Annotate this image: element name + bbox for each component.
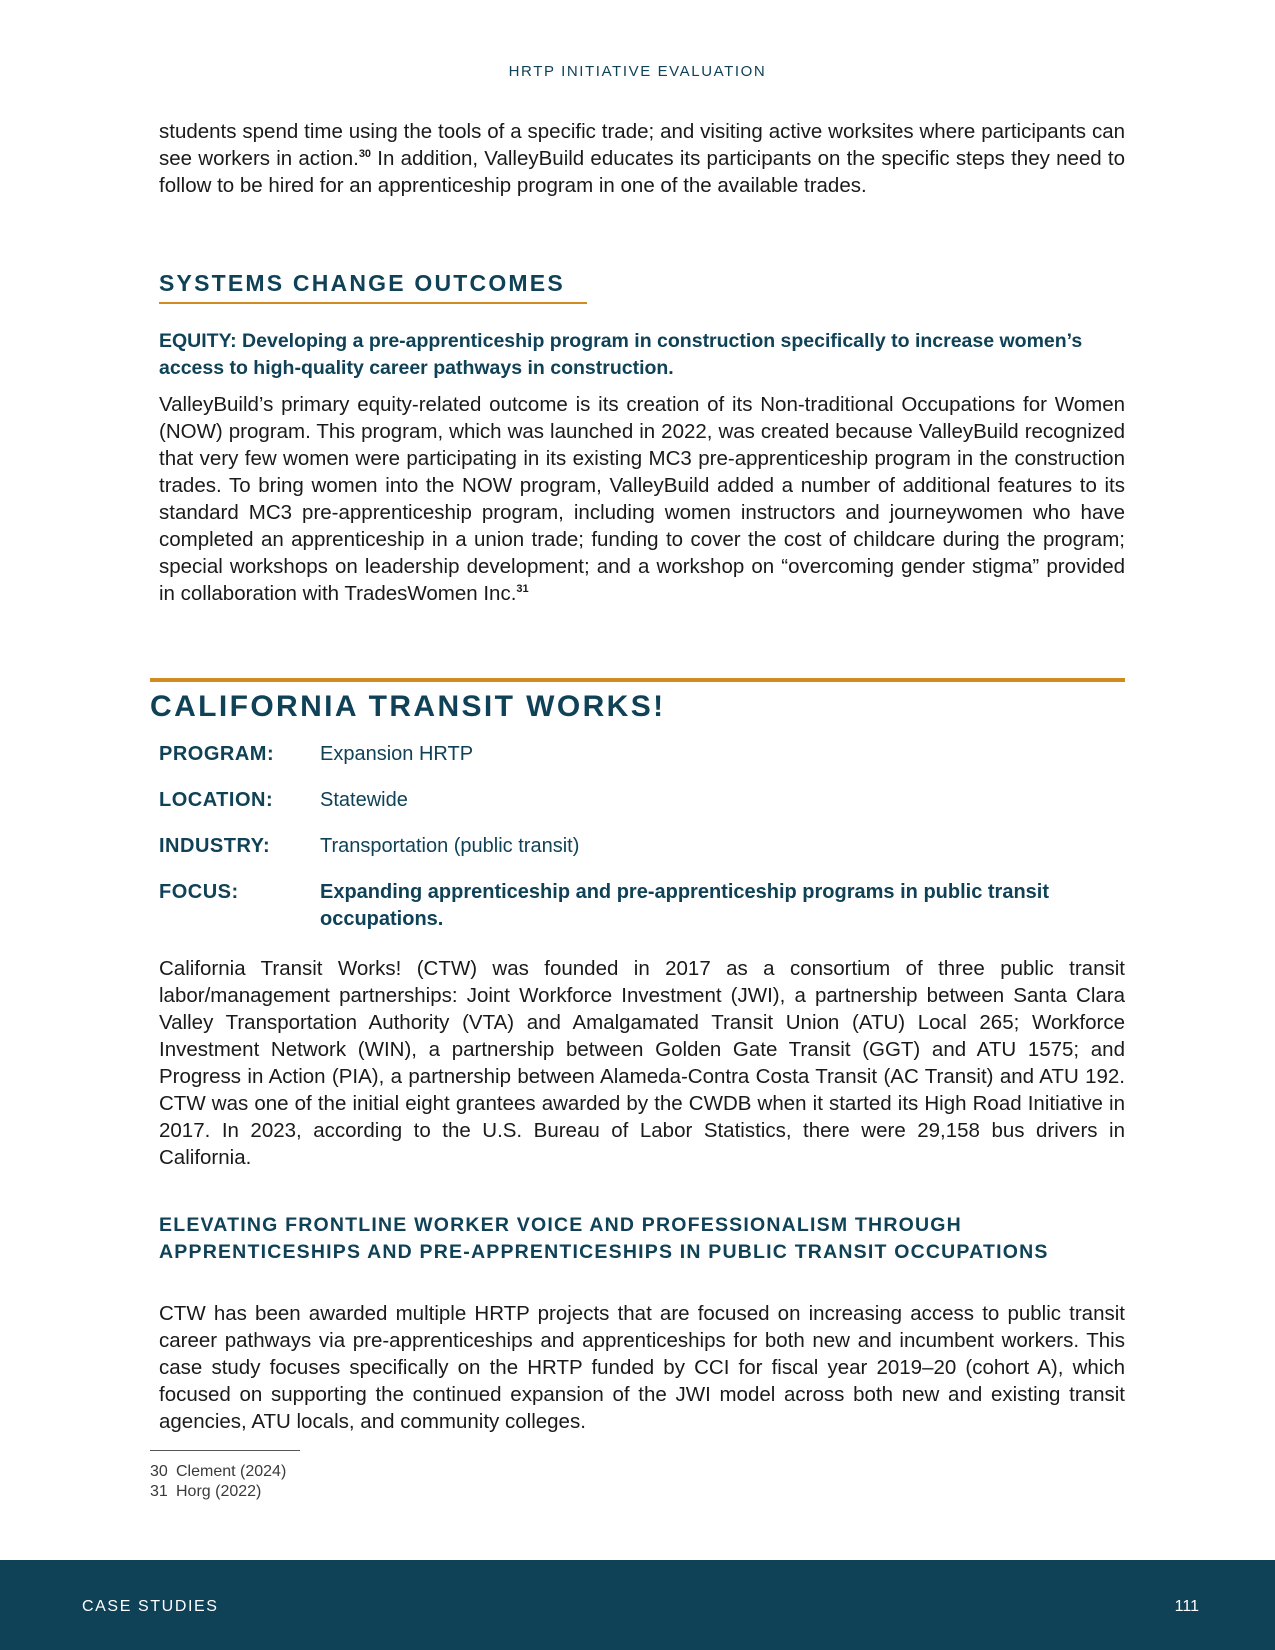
elevating-subheading: ELEVATING FRONTLINE WORKER VOICE AND PROFESSIONALISM THROUGH APPRENTICESHIPS AND PRE-APPRENTICESHIPS IN PUBLIC TRANSIT OCCUPATIONS <box>159 1214 1049 1263</box>
ctw-section-title: CALIFORNIA TRANSIT WORKS! <box>150 690 666 723</box>
industry-value: Transportation (public transit) <box>320 835 580 857</box>
program-label: PROGRAM: <box>159 743 275 765</box>
equity-paragraph <box>159 391 1125 607</box>
location-value: Statewide <box>320 789 408 811</box>
elevating-paragraph: CTW has been awarded multiple HRTP projects that are focused on increasing access to public transit career pathways via pre-apprenticeships and apprenticeships for both new and incumbent workers. This case study focuses specifically on the HRTP funded by CCI for fiscal year 2019–20 (cohort A), which focused on supporting the continued expansion of the JWI model across both new and existing transit agencies, ATU locals, and community colleges. <box>159 1302 1125 1433</box>
running-header: HRTP INITIATIVE EVALUATION <box>508 63 767 80</box>
ctw-description: California Transit Works! (CTW) was founded in 2017 as a consortium of three public transit labor/management partnerships: Joint Workforce Investment (JWI), a partnership between Santa Clara Valley Transportation Authority (VTA) and Amalgamated Transit Union (ATU) Local 265; Workforce Investment Network (WIN), a partnership between Golden Gate Transit (GGT) and ATU 1575; and Progress in Action (PIA), a partnership between Alameda-Contra Costa Transit (AC Transit) and ATU 192. CTW was one of the initial eight grantees awarded by the CWDB when it started its High Road Initiative in 2017. In 2023, according to the U.S. Bureau of Labor Statistics, there were 29,158 bus drivers in California. <box>159 957 1125 1169</box>
intro-text-a: students spend time using the tools of a specific trade; and visiting active worksites where participants can see workers in action. <box>159 120 1125 170</box>
footnote-text: Horg (2022) <box>176 1483 262 1500</box>
section-divider <box>150 678 1125 682</box>
equity-text: ValleyBuild’s primary equity-related outcome is its creation of its Non-traditional Occupations for Women (NOW) program. This program, which was launched in 2022, was created because ValleyBuild recognized that very few women were participating in its existing MC3 pre-apprenticeship program in the construction trades. To bring women into the NOW program, ValleyBuild added a number of additional features to its standard MC3 pre-apprenticeship program, including women instructors and journeywomen who have completed an apprenticeship in a union trade; funding to cover the cost of childcare during the program; special workshops on leadership development; and a workshop on “overcoming gender stigma” provided in collaboration with TradesWomen Inc. <box>159 393 1125 605</box>
footnote-item <box>150 1462 286 1482</box>
program-value: Expansion HRTP <box>320 743 474 765</box>
focus-label: FOCUS: <box>159 881 239 903</box>
footer-section-label: CASE STUDIES <box>82 1598 219 1615</box>
footnote-item <box>150 1482 286 1502</box>
footnote-separator <box>150 1450 300 1451</box>
page-number: 111 <box>1174 1598 1199 1615</box>
footnotes <box>150 1462 286 1502</box>
intro-paragraph <box>159 118 1125 199</box>
systems-heading-underline <box>159 302 587 304</box>
equity-subheading: EQUITY: Developing a pre-apprenticeship program in construction specifically to increase women’s access to high-quality career pathways in construction. <box>159 330 1083 379</box>
focus-value: Expanding apprenticeship and pre-apprenticeship programs in public transit occupations. <box>320 881 1050 930</box>
intro-text-b: In addition, ValleyBuild educates its participants on the specific steps they need to follow to be hired for an apprenticeship program in one of the available trades. <box>159 147 1125 197</box>
footnote-number: 31 <box>150 1483 168 1500</box>
industry-label: INDUSTRY: <box>159 835 271 857</box>
footnote-ref-31[interactable]: 31 <box>516 583 529 596</box>
footnote-number: 30 <box>150 1463 168 1480</box>
location-label: LOCATION: <box>159 789 274 811</box>
systems-change-heading: SYSTEMS CHANGE OUTCOMES <box>159 270 565 296</box>
footnote-ref-30[interactable]: 30 <box>358 148 372 161</box>
footnote-text: Clement (2024) <box>176 1463 287 1480</box>
